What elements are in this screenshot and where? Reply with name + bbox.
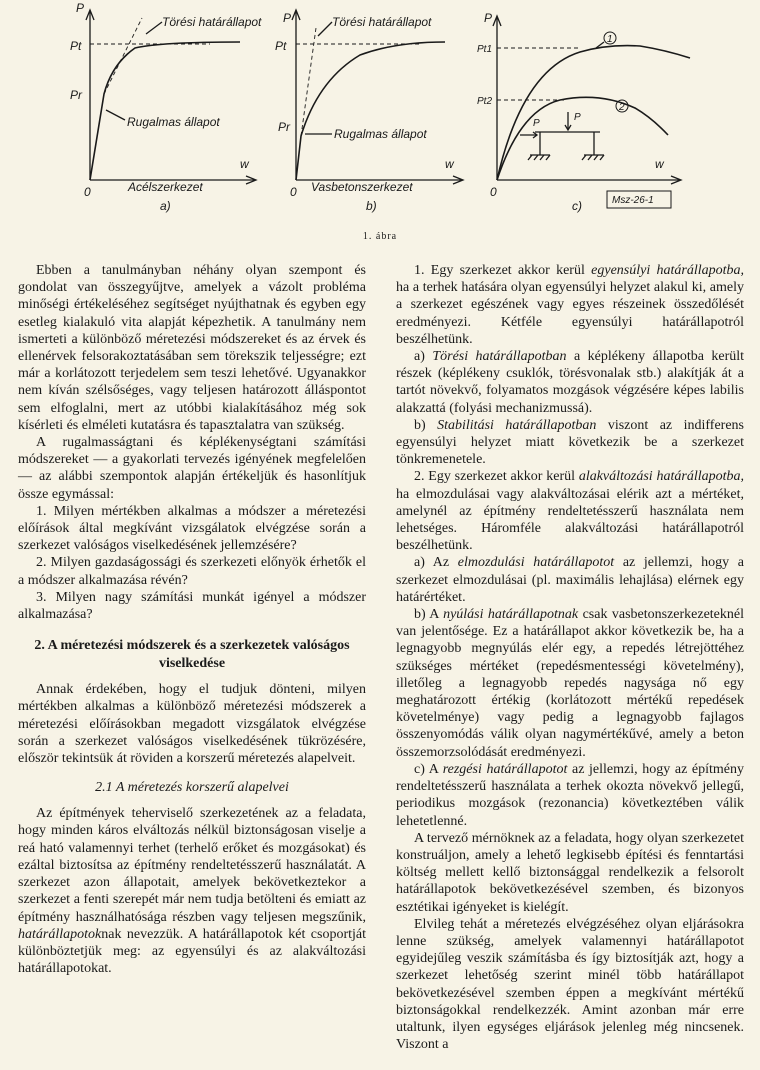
graph-c-origin: 0 <box>490 185 497 199</box>
graph-c-load-label: P <box>533 118 540 129</box>
graph-b-title: Vasbetonszerkezet <box>311 180 413 194</box>
graph-b-pointer <box>318 22 332 36</box>
paragraph-vibration: c) A rezgési határállapotot az jellemzi, hogy az építmény rendeltetésszerű használata a terhek okozta növekvő jellegű, periodikus mozgások (rezonancia) következtében válik lehetetlenné. <box>396 761 745 829</box>
right-column <box>396 262 744 1053</box>
figure-graphs <box>0 0 760 230</box>
graph-c-curve-2 <box>497 97 668 180</box>
graph-a-pointer-2 <box>106 110 125 120</box>
paragraph-principles: Az építmények teherviselő szerkezetének az a feladata, hogy minden káros elváltozás nélkül biztonságosan viselje a reá ható valamennyi terhet (terhelő erőket és mozgásokat) és ezáltal biztosítsa az építmény rendeltetésszerű használatát. A szerkezet azon állapotait, amelyek bekövetkeztekor a szerkezet a fenti szerepét már nem tudja betölteni és emiatt az építmény használhatósága részben vagy teljesen megszűnik, határállapotoknak nevezzük. A határállapotok két csoportját különböztetjük meg: az egyensúlyi és az alakváltozási határállapotokat. <box>18 806 366 977</box>
graph-c-axis-x-label: w <box>655 157 664 171</box>
graph-a-elastic-line <box>104 18 142 94</box>
paragraph-stability: b) Stabilitási határállapotban viszont az indifferens egyensúlyi helyzet miatt következik be a szerkezet tönkremenetele. <box>396 417 744 468</box>
graph-a <box>70 1 262 213</box>
graph-a-rugalmas-label: Rugalmas állapot <box>127 115 220 129</box>
graph-b-curve <box>296 42 445 180</box>
paragraph-equilibrium: 1. Egy szerkezet akkor kerül egyensúlyi határállapotba, ha a terhek hatására olyan egyensúlyi helyzet alakul ki, amely a szerkezet egészének vagy egyes részeinek összedőlését eredményezi. Kétféle egyensúlyi határállapotról beszélhetünk. <box>396 263 745 347</box>
paragraph-elongation: b) A nyúlási határállapotnak csak vasbetonszerkezeteknél van jelentősége. Ez a határállapot akkor következik be, ha a legnagyobb megnyúlás elér egy, a repedés létrejöttéhez szükséges mértéket (repedésmentességi követelmény), illetőleg a legnagyobb repedés nagysága nő egy meghatározott értékig (korlátozott mértékű repedések követelménye) vagy pedig a legnagyobb fajlagos összenyomódás válik olyan nagymértékűvé, amely a beton összemorzsolódását eredményezi. <box>396 607 745 760</box>
graph-a-title: Acélszerkezet <box>128 180 203 194</box>
graph-b-letter: b) <box>366 199 377 213</box>
graph-a-pt-label: Pt <box>70 39 82 53</box>
graph-c-axis-y-label: P <box>484 11 493 25</box>
graph-c-load-label-2: P <box>574 112 581 123</box>
graph-b-axis-x-label: w <box>445 157 454 171</box>
question-1: 1. Milyen mértékben alkalmas a módszer a méretezési előírások által megkívánt vizsgálatok elvégzése során a szerkezet valóságos viselkedésének jellemzésére? <box>18 503 366 554</box>
paragraph-deformation: 2. Egy szerkezet akkor kerül alakváltozási határállapotba, ha elmozdulásai vagy alakváltozásai elérik azt a mértéket, amelynél az építmény rendeltetésszerű használata nem lehetséges. Háromféle alakváltozási határállapotról beszélhetünk. <box>396 469 745 554</box>
paragraph-displacement: a) Az elmozdulási határállapotot az jellemzi, hogy a szerkezet elmozdulásai (pl. maximális lehajlása) elérnek egy határértéket. <box>396 555 745 605</box>
paragraph-section-2: Annak érdekében, hogy el tudjuk dönteni, milyen mértékben alkalmas a különböző méretezési módszerek a méretezési előírásokban megadott vizsgálatok elvégzése során a szerkezet valóságos viselkedésének tükrözésére, először tekintsük át röviden a korszerű méretezés alapelveit. <box>18 682 366 767</box>
graph-a-origin: 0 <box>84 185 91 199</box>
section-2-1-title: 2.1 A méretezés korszerű alapelvei <box>95 780 289 796</box>
graph-a-pointer <box>146 22 162 34</box>
graph-c-pt2-label: Pt2 <box>477 96 493 107</box>
graph-c-standard-label: Msz-26-1 <box>612 195 654 206</box>
graph-b <box>275 10 463 213</box>
graph-b-pt-label: Pt <box>275 39 287 53</box>
paragraph-methods-needed: Elvileg tehát a méretezés elvégzéséhez olyan eljárásokra lenne szükség, amelyek valamennyi határállapotot egyidejűleg veszik számításba és így biztosítják azt, hogy a szerkezet lehetőség szerint minél több határállapot bekövetkezésével szemben éppen a megkívánt mértékű biztonságokkal rendelkezzék. Amint azonban már erre utaltunk, ilyen egységes eljárások jelenleg még nincsenek. Viszont a <box>396 916 744 1053</box>
section-2-title: 2. A méretezési módszerek és a szerkezetek valóságos viselkedése <box>34 638 350 672</box>
graph-c-pt1-label: Pt1 <box>477 44 493 55</box>
graph-a-torosi-label: Törési határállapot <box>162 15 262 29</box>
question-3: 3. Milyen nagy számítási munkát igényel a módszer alkalmazása? <box>18 589 366 623</box>
left-column <box>18 262 366 977</box>
graph-b-axis-y-label: P <box>283 11 292 25</box>
paragraph-intro: Ebben a tanulmányban néhány olyan szempont és gondolat van összegyűjtve, amelyek a vázolt probléma minőségi értékeléséhez segítséget nyújthatnak és egyben egy esetleg kialakuló vita alapját képezhetik. A tanulmány nem ismerteti a különböző méretezési módszereket és az érvek és ellenérvek felsorakoztatásában sem törekszik teljességre; ezt már a korlátozott terjedelem sem teszi lehetővé. Ugyanakkor nem kíván szélsőséges, vagy teljesen határozott álláspontot sem elfoglalni, mert az utóbbi kialakításához még sok kísérleti és elméleti kutatásra és tapasztalatra van szükség. <box>18 263 366 433</box>
paragraph-methods: A rugalmasságtani és képlékenységtani számítási módszereket — a gyakorlati tervezés igényének megfelelően — az alábbi szempontok alapján értékeljük és hasonlítjuk össze egymással: <box>18 435 366 502</box>
question-2: 2. Milyen gazdaságossági és szerkezeti előnyök érhetők el a módszer alkalmazása révén? <box>18 555 366 588</box>
graph-b-rugalmas-label: Rugalmas állapot <box>334 127 427 141</box>
figure-1 <box>0 0 760 242</box>
graph-c-curve2-label: 2 <box>619 102 625 113</box>
graph-c <box>477 11 690 213</box>
graph-b-pr-label: Pr <box>278 120 290 134</box>
graph-b-torosi-label: Törési határállapot <box>332 15 432 29</box>
graph-a-axis-y-label: P <box>76 1 85 15</box>
graph-a-axis-x-label: w <box>240 157 249 171</box>
graph-a-curve <box>90 42 240 180</box>
figure-caption: 1. ábra <box>362 231 398 242</box>
graph-a-pr-label: Pr <box>70 88 82 102</box>
graph-c-letter: c) <box>572 199 582 213</box>
graph-b-origin: 0 <box>290 185 297 199</box>
paragraph-fracture: a) Törési határállapotban a képlékeny állapotba került részek (képlékeny csuklók, törésvonalak stb.) alakítják át a tartót növekvő, folyamatos mozgások végzésére képes labilis alakzattá (folyási mechanizmussá). <box>396 349 745 416</box>
graph-a-letter: a) <box>160 199 171 213</box>
graph-c-curve1-label: 1 <box>607 34 613 45</box>
paragraph-designer: A tervező mérnöknek az a feladata, hogy olyan szerkezetet konstruáljon, amely a lehető legkisebb építési és fenntartási költség mellett kellő biztonsággal rendelkezik a felsorolt határállapotok bekövetkezésével szemben, és bizonyos esztétikai igényeket is kielégít. <box>396 830 744 915</box>
